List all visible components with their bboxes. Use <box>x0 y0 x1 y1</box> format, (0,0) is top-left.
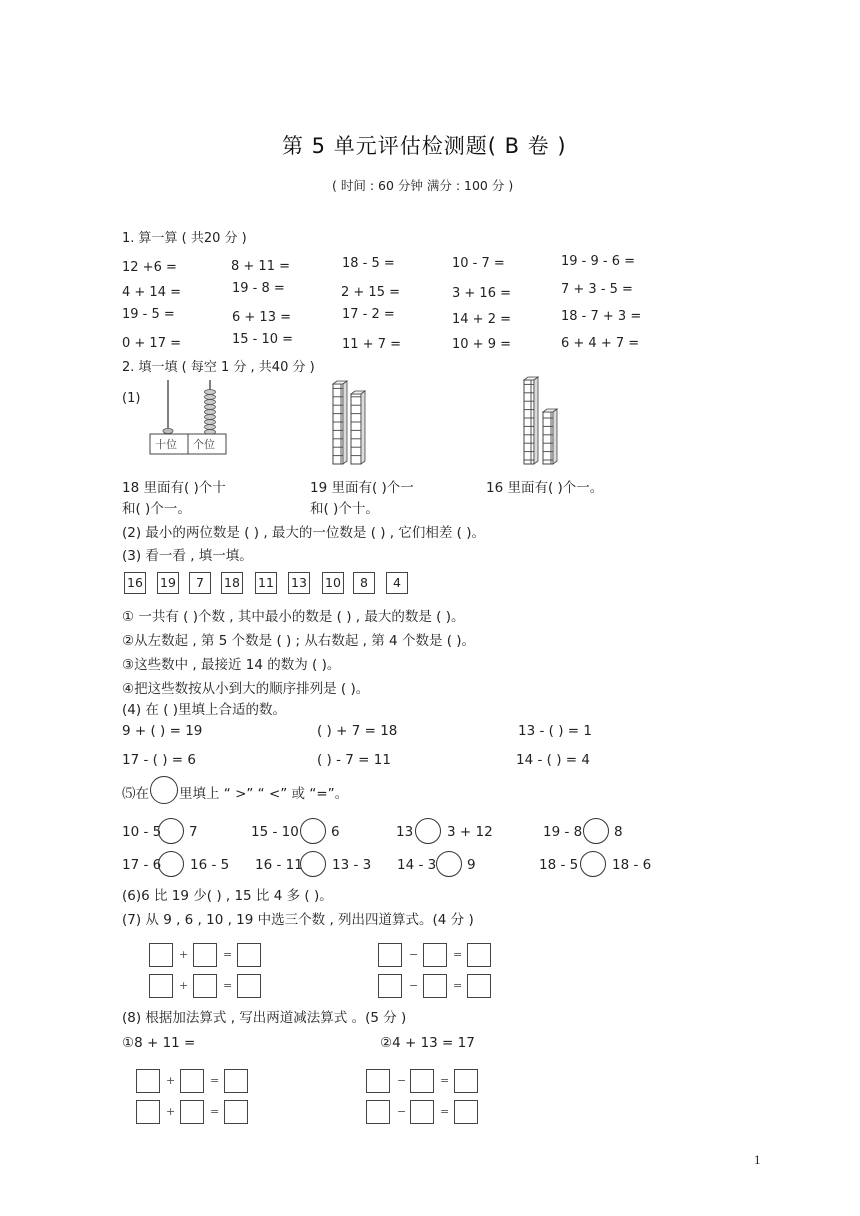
q2-part4: (4) 在 ( )里填上合适的数。 <box>122 702 287 718</box>
compare-circle[interactable] <box>300 818 326 844</box>
q2-p4-item: 13 - ( ) = 1 <box>518 723 592 739</box>
q2-p1-line1c: 16 里面有( )个一。 <box>486 480 604 496</box>
q2-p4-item: 9 + ( ) = 19 <box>122 723 203 739</box>
q2-part1-label: (1) <box>122 391 141 406</box>
q2-part3: (3) 看一看 , 填一填。 <box>122 548 253 564</box>
compare-left: 14 - 3 <box>397 857 437 873</box>
q2-part7: (7) 从 9 , 6 , 10 , 19 中选三个数 , 列出四道算式。(4 分 ) <box>122 912 474 928</box>
compare-circle[interactable] <box>158 818 184 844</box>
plus-sign: + <box>166 1105 176 1118</box>
equals-sign: = <box>223 979 233 992</box>
q2-heading: 2. 填一填 ( 每空 1 分 , 共40 分 ) <box>122 360 315 375</box>
q1-item: 18 - 7 + 3 = <box>561 309 642 324</box>
equals-sign: = <box>210 1074 220 1087</box>
number-box: 11 <box>255 572 277 594</box>
number-box: 10 <box>322 572 344 594</box>
compare-right: 13 - 3 <box>332 857 372 873</box>
compare-circle[interactable] <box>158 851 184 877</box>
number-box: 13 <box>288 572 310 594</box>
answer-box[interactable] <box>378 974 402 998</box>
answer-box[interactable] <box>149 974 173 998</box>
compare-right: 18 - 6 <box>612 857 652 873</box>
equals-sign: = <box>453 979 463 992</box>
q1-item: 18 - 5 = <box>342 256 395 271</box>
cube-stack-drawing <box>331 380 371 466</box>
answer-box[interactable] <box>467 974 491 998</box>
q2-p4-item: ( ) - 7 = 11 <box>317 752 391 768</box>
abacus-tens-label: 十位 <box>155 438 177 451</box>
q2-p1-line1a: 18 里面有( )个十 <box>122 480 226 496</box>
equals-sign: = <box>223 948 233 961</box>
q2-p4-item: 17 - ( ) = 6 <box>122 752 196 768</box>
compare-right: 16 - 5 <box>190 857 230 873</box>
equals-sign: = <box>440 1074 450 1087</box>
number-box: 7 <box>189 572 211 594</box>
q1-item: 11 + 7 = <box>342 337 401 352</box>
answer-box[interactable] <box>136 1069 160 1093</box>
page-number: 1 <box>754 1152 761 1167</box>
q1-item: 3 + 16 = <box>452 286 511 301</box>
q2-p1-line2b: 和( )个十。 <box>310 501 379 517</box>
cube-stacks-16 <box>521 376 561 470</box>
answer-box[interactable] <box>180 1069 204 1093</box>
compare-right: 3 + 12 <box>447 824 493 840</box>
q2-part8: (8) 根据加法算式 , 写出两道减法算式 。(5 分 ) <box>122 1010 407 1026</box>
number-box: 19 <box>157 572 179 594</box>
number-box: 18 <box>221 572 243 594</box>
answer-box[interactable] <box>467 943 491 967</box>
compare-circle[interactable] <box>583 818 609 844</box>
answer-box[interactable] <box>366 1100 390 1124</box>
minus-sign: − <box>409 979 419 992</box>
q2-part5-suffix: 里填上 “ >” “ <” 或 “=”。 <box>179 786 349 802</box>
abacus-illustration <box>148 378 230 456</box>
cube-stacks-19 <box>331 380 371 470</box>
q2-part2: (2) 最小的两位数是 ( ) , 最大的一位数是 ( ) , 它们相差 ( )。 <box>122 525 486 541</box>
q1-item: 19 - 9 - 6 = <box>561 254 636 269</box>
compare-circle[interactable] <box>436 851 462 877</box>
answer-box[interactable] <box>180 1100 204 1124</box>
equals-sign: = <box>453 948 463 961</box>
answer-box[interactable] <box>224 1069 248 1093</box>
answer-box[interactable] <box>237 974 261 998</box>
answer-box[interactable] <box>454 1069 478 1093</box>
answer-box[interactable] <box>378 943 402 967</box>
q2-part3-4: ④把这些数按从小到大的顺序排列是 ( )。 <box>122 681 370 697</box>
compare-left: 15 - 10 <box>251 824 299 840</box>
q1-item: 15 - 10 = <box>232 332 294 347</box>
compare-right: 8 <box>614 824 623 840</box>
compare-right: 7 <box>189 824 198 840</box>
compare-left: 13 <box>396 824 414 840</box>
q1-item: 19 - 5 = <box>122 307 175 322</box>
q1-item: 19 - 8 = <box>232 281 285 296</box>
equals-sign: = <box>210 1105 220 1118</box>
page-subtitle: ( 时间 : 60 分钟 满分 : 100 分 ) <box>332 178 514 193</box>
plus-sign: + <box>179 979 189 992</box>
answer-box[interactable] <box>423 943 447 967</box>
answer-box[interactable] <box>423 974 447 998</box>
answer-box[interactable] <box>193 943 217 967</box>
number-box: 8 <box>353 572 375 594</box>
number-box: 16 <box>124 572 146 594</box>
compare-left: 17 - 6 <box>122 857 162 873</box>
q1-item: 6 + 4 + 7 = <box>561 336 640 351</box>
q1-item: 2 + 15 = <box>341 285 400 300</box>
minus-sign: − <box>397 1105 407 1118</box>
q1-item: 10 + 9 = <box>452 337 511 352</box>
compare-left: 19 - 8 <box>543 824 583 840</box>
answer-box[interactable] <box>454 1100 478 1124</box>
answer-box[interactable] <box>410 1100 434 1124</box>
q2-part8-1: ①8 + 11 = <box>122 1035 196 1051</box>
answer-box[interactable] <box>149 943 173 967</box>
cube-stack-drawing <box>521 376 561 466</box>
compare-right: 9 <box>467 857 476 873</box>
q1-item: 17 - 2 = <box>342 307 395 322</box>
q2-part3-3: ③这些数中 , 最接近 14 的数为 ( )。 <box>122 657 341 673</box>
equals-sign: = <box>440 1105 450 1118</box>
plus-sign: + <box>166 1074 176 1087</box>
compare-circle[interactable] <box>580 851 606 877</box>
q1-item: 0 + 17 = <box>122 336 181 351</box>
q2-part8-2: ②4 + 13 = 17 <box>380 1035 475 1051</box>
q1-item: 7 + 3 - 5 = <box>561 282 633 297</box>
q2-p4-item: ( ) + 7 = 18 <box>317 723 398 739</box>
q1-item: 4 + 14 = <box>122 285 181 300</box>
q1-item: 10 - 7 = <box>452 256 505 271</box>
compare-left: 10 - 5 <box>122 824 162 840</box>
answer-box[interactable] <box>366 1069 390 1093</box>
plus-sign: + <box>179 948 189 961</box>
answer-box[interactable] <box>136 1100 160 1124</box>
compare-left: 16 - 11 <box>255 857 303 873</box>
answer-box[interactable] <box>193 974 217 998</box>
q1-heading: 1. 算一算 ( 共20 分 ) <box>122 231 247 246</box>
q2-part3-2: ②从左数起 , 第 5 个数是 ( ) ; 从右数起 , 第 4 个数是 ( )。 <box>122 633 476 649</box>
minus-sign: − <box>409 948 419 961</box>
q1-item: 6 + 13 = <box>232 310 291 325</box>
q2-p1-line2a: 和( )个一。 <box>122 501 191 517</box>
q2-part5-prefix: ⑸在 <box>122 786 149 802</box>
abacus-ones-label: 个位 <box>193 438 215 451</box>
compare-circle-sample <box>150 776 178 804</box>
compare-right: 6 <box>331 824 340 840</box>
q2-p4-item: 14 - ( ) = 4 <box>516 752 590 768</box>
compare-circle[interactable] <box>300 851 326 877</box>
compare-left: 18 - 5 <box>539 857 579 873</box>
answer-box[interactable] <box>224 1100 248 1124</box>
page-title: 第 5 单元评估检测题( B 卷 ) <box>282 134 567 158</box>
q1-item: 8 + 11 = <box>231 259 290 274</box>
q2-p1-line1b: 19 里面有( )个一 <box>310 480 414 496</box>
q2-part6: (6)6 比 19 少( ) , 15 比 4 多 ( )。 <box>122 888 333 904</box>
number-box: 4 <box>386 572 408 594</box>
q1-item: 12 +6 = <box>122 260 177 275</box>
compare-circle[interactable] <box>415 818 441 844</box>
minus-sign: − <box>397 1074 407 1087</box>
answer-box[interactable] <box>410 1069 434 1093</box>
q1-item: 14 + 2 = <box>452 312 511 327</box>
answer-box[interactable] <box>237 943 261 967</box>
q2-part3-1: ① 一共有 ( )个数 , 其中最小的数是 ( ) , 最大的数是 ( )。 <box>122 609 465 625</box>
